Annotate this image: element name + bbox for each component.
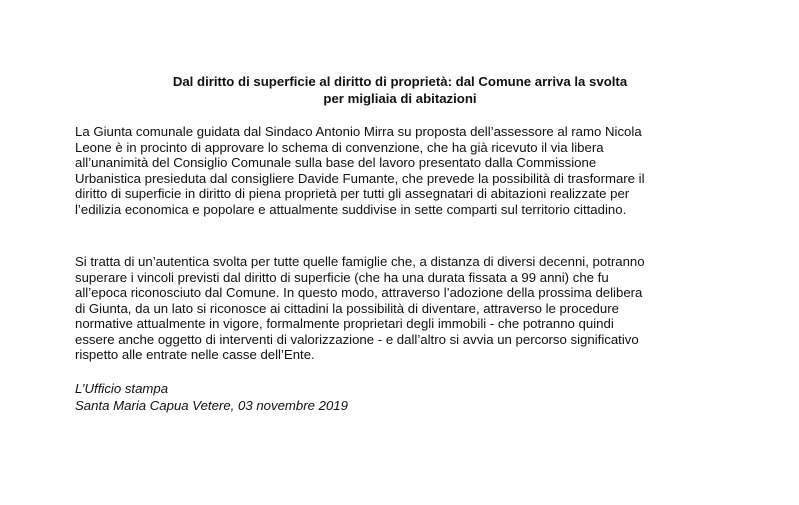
paragraph-2-line: all’epoca riconosciuto dal Comune. In questo modo, attraverso l’adozione della prossima delibera: [75, 285, 643, 300]
paragraph-2-line: di Giunta, da un lato si riconosce ai cittadini la possibilità di diventare, attraverso le procedure: [75, 300, 619, 316]
paragraph-1-line: diritto di superficie in diritto di piena proprietà per tutti gli assegnatari di abitazioni realizzate per: [75, 186, 630, 201]
paragraph-1-line: all’unanimità del Consiglio Comunale sulla base del lavoro presentato dalla Commissione: [75, 155, 597, 170]
paragraph-2-line: rispetto alle entrate nelle casse dell’Ente.: [75, 347, 315, 362]
title-line-2: per migliaia di abitazioni: [323, 91, 477, 106]
paragraph-2-line: superare i vincoli previsti dal diritto di superficie (che ha una durata fissata a 99 anni) che fu: [75, 269, 609, 285]
paragraph-1: [75, 124, 745, 217]
document-title: [75, 73, 725, 107]
paragraph-2-line: normative attualmente in vigore, formalmente proprietari degli immobili - che potranno quindi: [75, 316, 614, 331]
signature-place-date: Santa Maria Capua Vetere, 03 novembre 2019: [75, 397, 348, 413]
signature-office: L’Ufficio stampa: [75, 381, 169, 396]
paragraph-2-line: essere anche oggetto di interventi di valorizzazione - e dall’altro si avvia un percorso significativo: [75, 331, 639, 347]
paragraph-1-line: Leone è in procinto di approvare lo schema di convenzione, che ha già ricevuto il via libera: [75, 139, 604, 155]
paragraph-1-line: La Giunta comunale guidata dal Sindaco Antonio Mirra su proposta dell’assessore al ramo Nicola: [75, 124, 642, 139]
title-line-1: Dal diritto di superficie al diritto di proprietà: dal Comune arriva la svolta: [172, 74, 628, 89]
signature-block: [75, 381, 348, 414]
paragraph-2-line: Si tratta di un’autentica svolta per tutte quelle famiglie che, a distanza di diversi decenni, potranno: [75, 254, 645, 269]
paragraph-2: [75, 254, 745, 363]
paragraph-1-line: Urbanistica presieduta dal consigliere Davide Fumante, che prevede la possibilità di trasformare il: [75, 170, 645, 186]
paragraph-1-line: l’edilizia economica e popolare e attualmente suddivise in sette comparti sul territorio cittadino.: [75, 201, 627, 217]
